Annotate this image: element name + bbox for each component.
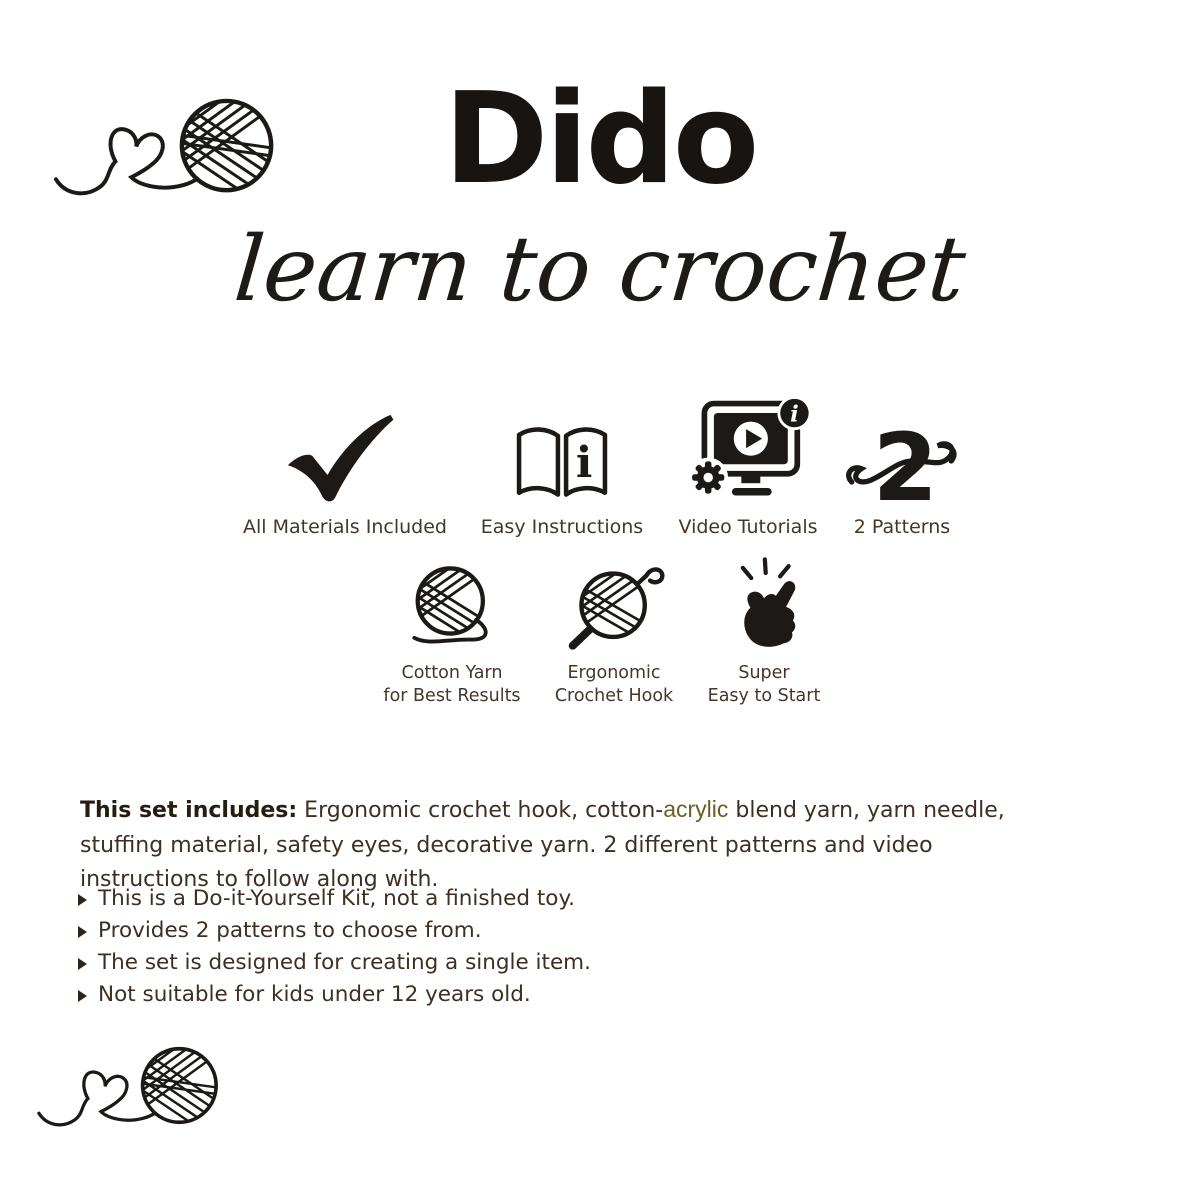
feature-two-patterns (832, 398, 972, 538)
feature-label: Cotton Yarn for Best Results (383, 663, 521, 706)
feature-label: Super Easy to Start (707, 663, 821, 706)
list-item (78, 947, 591, 979)
list-item-text: Provides 2 patterns to choose from. (98, 918, 482, 943)
instructions-book-icon (510, 419, 614, 505)
feature-easy-instructions (472, 398, 652, 538)
svg-text:i: i (575, 437, 593, 489)
list-item (78, 883, 591, 915)
triangle-bullet-icon (78, 990, 87, 1002)
svg-text:i: i (790, 401, 799, 428)
notes-list (78, 883, 591, 1011)
brand-tagline: learn to crochet (230, 217, 970, 322)
feature-label: Video Tutorials (678, 516, 818, 538)
crochet-hook-yarn-icon (559, 556, 669, 651)
feature-label: Ergonomic Crochet Hook (554, 663, 674, 706)
feature-video-tutorials (663, 396, 833, 538)
feature-easy-start (684, 556, 844, 708)
feature-crochet-hook (529, 556, 699, 708)
description-highlight: acrylic (663, 796, 729, 822)
feature-label: All Materials Included (243, 516, 447, 538)
video-tutorials-icon (679, 396, 817, 505)
set-description (80, 792, 1005, 898)
triangle-bullet-icon (78, 926, 87, 938)
two-patterns-icon (842, 417, 962, 505)
description-text-2: blend yarn, yarn needle, stuffing material, safety eyes, decorative yarn. 2 different patterns and video instructions to follow along with. (80, 798, 1005, 892)
description-lead: This set includes: (80, 798, 298, 823)
brand-name: Dido (443, 65, 757, 212)
feature-label: 2 Patterns (853, 516, 951, 538)
yarn-ball-icon (404, 563, 500, 651)
list-item (78, 915, 591, 947)
feature-label: Easy Instructions (480, 516, 644, 538)
yarn-heart-logo-icon (34, 1034, 230, 1146)
list-item-text: Not suitable for kids under 12 years old. (98, 982, 531, 1007)
checkmark-icon (281, 413, 409, 505)
easy-start-hand-icon (717, 556, 811, 651)
feature-all-materials (235, 398, 455, 538)
triangle-bullet-icon (78, 894, 87, 906)
description-text-1: Ergonomic crochet hook, cotton- (297, 798, 664, 823)
feature-cotton-yarn (362, 556, 542, 708)
list-item-text: This is a Do-it-Yourself Kit, not a finished toy. (98, 886, 575, 911)
svg-text:2: 2 (872, 417, 938, 505)
list-item (78, 979, 591, 1011)
triangle-bullet-icon (78, 958, 87, 970)
list-item-text: The set is designed for creating a single item. (98, 950, 591, 975)
